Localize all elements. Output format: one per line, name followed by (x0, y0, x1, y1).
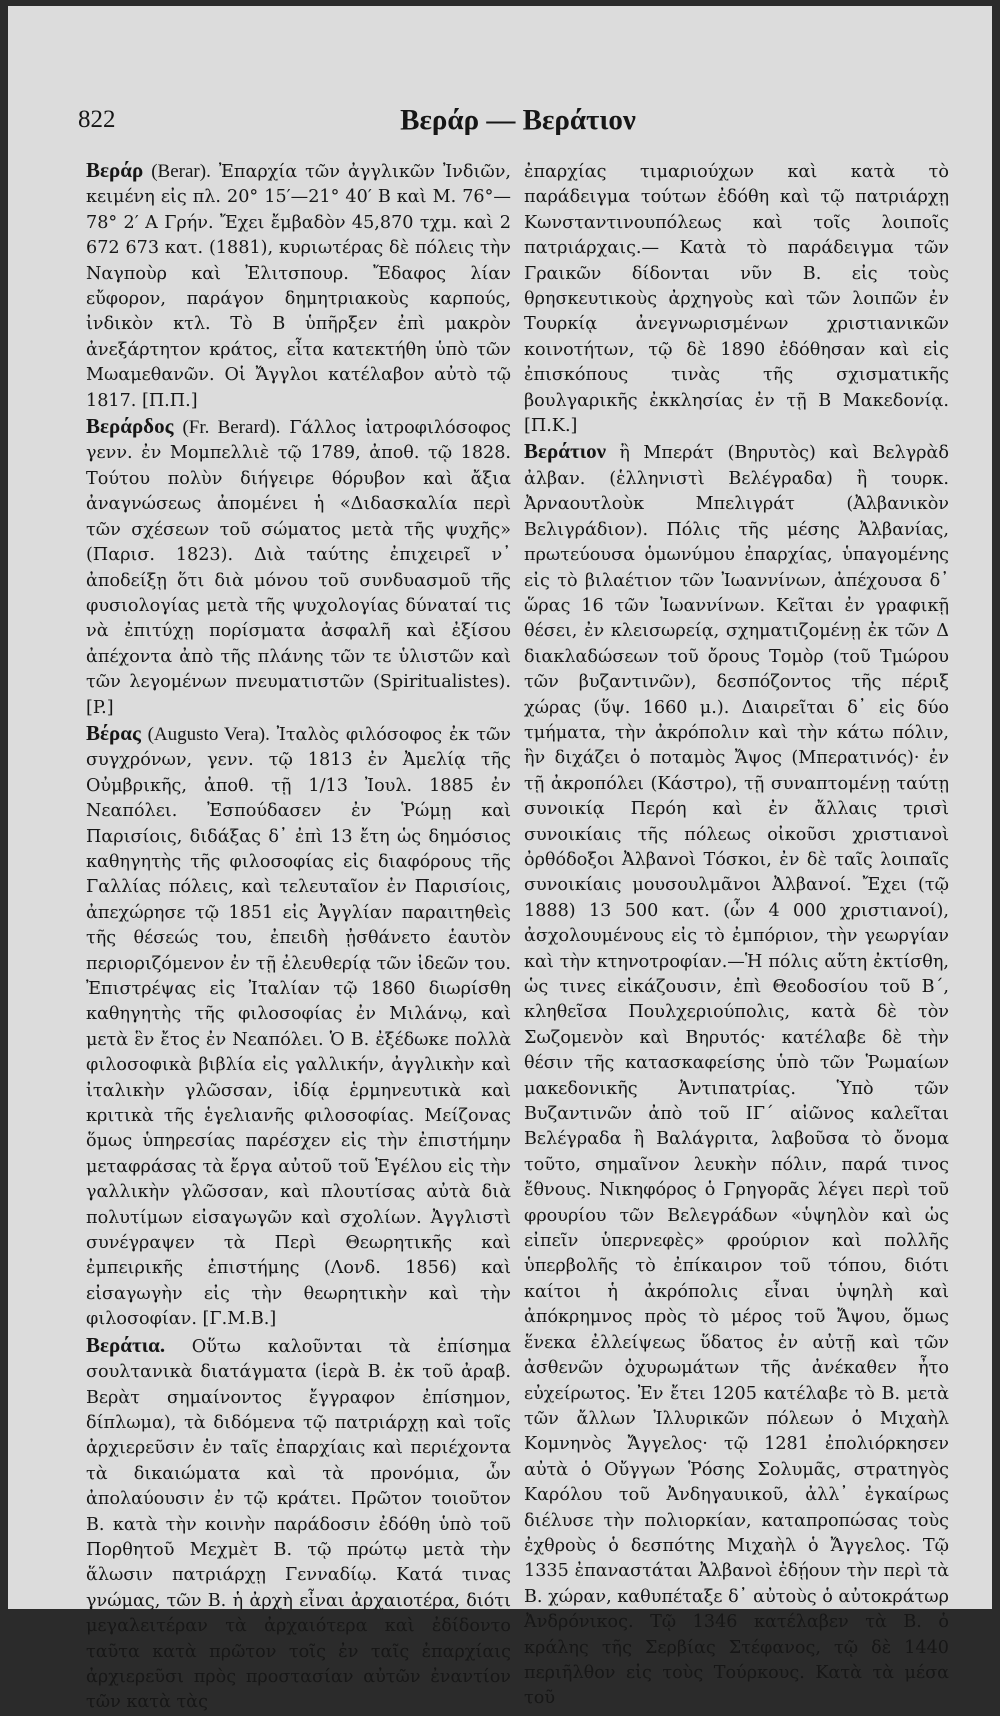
latin-name: (Fr. Berard). (182, 417, 281, 439)
entry-berardos (86, 414, 511, 721)
headword: Βέρας (86, 720, 141, 745)
running-head: Βεράρ — Βεράτιον (400, 104, 636, 136)
entry-text: Οὕτω καλοῦνται τὰ ἐπίσημα σουλτανικὰ διατάγματα (ἱερὰ Β. ἐκ τοῦ ἀραβ. Βερὰτ σημαίνοντος ἔγγραφον ἐπίσημον, δίπλωμα), τὰ διδόμενα τῷ πατριάρχῃ καὶ τοῖς ἀρχιερεῦσιν ἐν ταῖς ἐπαρχίαις καὶ περιέχοντα τὰ δικαιώματα καὶ τὰ προνόμια, ὧν ἀπολαύουσιν ἐν τῷ κράτει. Πρῶτον τοιοῦτον Β. κατὰ τὴν κοινὴν παράδοσιν ἐδόθη ὑπὸ τοῦ Πορθητοῦ Μεχμὲτ Β. τῷ πρώτῳ μετὰ τὴν ἅλωσιν πατριάρχῃ Γενναδίῳ. Κατά τινας γνώμας, τῶν Β. ἡ ἀρχὴ εἶναι ἀρχαιοτέρα, διότι μεγαλειτέραν τὰ ἀρχαιότερα καὶ ἐδίδοντο ταῦτα κατὰ πρῶτον τοῖς ἐν ταῖς ἐπαρχίαις ἀρχιερεῦσι πρὸς προστασίαν αὐτῶν ἐναντίον τῶν κατὰ τὰς (86, 1336, 511, 1713)
entry-text: ἢ Μπεράτ (Βηρυτὸς) καὶ Βελγρὰδ ἀλβαν. (ἑλληνιστὶ Βελέγραδα) ἢ τουρκ. Ἀρναουτλοὺκ Μπελιγράτ (Ἀλβανικὸν Βελιγράδιον). Πόλις τῆς μέσης Ἀλβανίας, πρωτεύουσα ὁμωνύμου ἐπαρχίας, ὑπαγομένης εἰς τὸ βιλαέτιον τῶν Ἰωαννίνων, ἀπέχουσα δ᾽ ὥρας 16 τῶν Ἰωαννίνων. Κεῖται ἐν γραφικῇ θέσει, ἐν κλεισωρείᾳ, σχηματιζομένῃ ἐκ τῶν Δ διακλαδώσεων τοῦ ὄρους Τομὸρ (τοῦ Τμώρου τῶν βυζαντινῶν), δεσπόζοντος τῆς πέριξ χώρας (ὕψ. 1660 μ.). Διαιρεῖται δ᾽ εἰς δύο τμήματα, τὴν ἀκρόπολιν καὶ τὴν κάτω πόλιν, ἣν διχάζει ὁ ποταμὸς Ἄψος (Μπερατινός)· ἐν τῇ ἀκροπόλει (Κάστρο), τῇ συναπτομένῃ ταύτῃ συνοικίᾳ Περόη καὶ ἐν ἄλλαις τρισὶ συνοικίαις τῆς πόλεως οἰκοῦσι χριστιανοὶ ὀρθόδοξοι Ἀλβανοὶ Τόσκοι, ἐν δὲ ταῖς λοιπαῖς συνοικίαις μουσουλμᾶνοι Ἀλβανοί. Ἔχει (τῷ 1888) 13 500 κατ. (ὧν 4 000 χριστιανοί), ἀσχολουμένους εἰς τὸ ἐμπόριον, τὴν γεωργίαν καὶ τὴν κτηνοτροφίαν.—Ἡ πόλις αὕτη ἐκτίσθη, ὡς τινες εἰκάζουσιν, ἐπὶ Θεοδοσίου τοῦ Β´, κληθεῖσα Πουλχεριούπολις, κατὰ δὲ τὸν Σωζομενὸν καὶ Βηρυτός· κατέλαβε δὲ τὴν θέσιν τῆς κατασκαφείσης ὑπὸ τῶν Ῥωμαίων μακεδονικῆς Ἀντιπατρίας. Ὑπὸ τῶν Βυζαντινῶν ἀπὸ τοῦ ΙΓ´ αἰῶνος καλεῖται Βελέγραδα ἢ Βαλάγριτα, λαβοῦσα τὸ ὄνομα τοῦτο, σημαῖνον λευκὴν πόλιν, παρά τινος ἔθνους. Νικηφόρος ὁ Γρηγορᾶς λέγει περὶ τοῦ φρουρίου τῶν Βελεγράδων «ὑψηλὸν καὶ ὡς εἰπεῖν ὑπερνεφὲς» φρούριον καὶ πολλῆς ὑπερβολῆς τὸ ἐπίκαιρον τοῦ τόπου, διότι καίτοι ἡ ἀκρόπολις εἶναι ὑψηλὴ καὶ ἀπόκρημνος πρὸς τὸ μέρος τοῦ Ἄψου, ὅμως ἕνεκα ἐλλείψεως ὕδατος ἐν αὐτῇ καὶ τῶν ἀσθενῶν ὀχυρωμάτων τῆς ἀνέκαθεν ἦτο εὐχείρωτος. Ἐν ἔτει 1205 κατέλαβε τὸ Β. μετὰ τῶν ἄλλων Ἰλλυρικῶν πόλεων ὁ Μιχαὴλ Κομνηνὸς Ἄγγελος· τῷ 1281 ἐπολιόρκησεν αὐτὰ ὁ Οὔγγων Ῥόσης Σολυμᾶς, στρατηγὸς Καρόλου τοῦ Ἀνδηγαυικοῦ, ἀλλ᾽ ἐγκαίρως διέλυσε τὴν πολιορκίαν, καταπροπώσας τοὺς ἐχθροὺς ὁ δεσπότης Μιχαὴλ ὁ Ἄγγελος. Τῷ 1335 ἐπαναστάται Ἀλβανοὶ ἐδῄουν τὴν περὶ τὰ Β. χώραν, καθυπέταξε δ᾽ αὐτοὺς ὁ αὐτοκράτωρ Ἀνδρόνικος. Τῷ 1346 κατέλαβεν τὰ Β. ὁ κράλης τῆς Σερβίας Στέφανος, τῷ δὲ 1440 περιῆλθον εἰς τοὺς Τούρκους. Κατὰ τὰ μέσα τοῦ (524, 443, 949, 1709)
entry-beration (524, 439, 949, 1711)
entry-text: ἐπαρχίας τιμαριούχων καὶ κατὰ τὸ παράδειγμα τούτων ἐδόθη καὶ τῷ πατριάρχῃ Κωνσταντινουπόλεως καὶ τοῖς λοιποῖς πατριάρχαις.— Κατὰ τὸ παράδειγμα τῶν Γραικῶν δίδονται νῦν Β. εἰς τοὺς θρησκευτικοὺς ἀρχηγοὺς καὶ τῶν λοιπῶν ἐν Τουρκίᾳ ἀνεγνωρισμένων χριστιανικῶν κοινοτήτων, τῷ δὲ 1890 ἐδόθησαν καὶ εἰς ἐπισκόπους τινὰς τῆς σχισματικῆς βουλγαρικῆς ἐκκλησίας ἐν τῇ Β Μακεδονίᾳ. [Π.Κ.] (524, 162, 949, 437)
page-header (78, 106, 958, 142)
book-page (8, 6, 992, 1713)
left-column (86, 158, 511, 1713)
entry-beratia-continued (524, 158, 949, 439)
headword: Βεράρδος (86, 414, 174, 439)
entry-text: Ἰταλὸς φιλόσοφος ἐκ τῶν συγχρόνων, γενν. τῷ 1813 ἐν Ἀμελίᾳ τῆς Οὐμβρικῆς, ἀποθ. τῇ 1/13 Ἰουλ. 1885 ἐν Νεαπόλει. Ἐσπούδασεν ἐν Ῥώμῃ καὶ Παρισίοις, διδάξας δ᾽ ἐπὶ 13 ἔτη ὡς δημόσιος καθηγητὴς τῆς φιλοσοφίας εἰς διαφόρους τῆς Γαλλίας πόλεις, καὶ τελευταῖον ἐν Παρισίοις, ἀπεχώρησε τῷ 1851 εἰς Ἀγγλίαν παραιτηθεὶς τῆς θέσεώς του, ἐπειδὴ ᾐσθάνετο ἑαυτὸν περιοριζόμενον ἐν τῇ ἐλευθερίᾳ τῶν ἰδεῶν του. Ἐπιστρέψας εἰς Ἰταλίαν τῷ 1860 διωρίσθη καθηγητὴς τῆς φιλοσοφίας ἐν Μιλάνῳ, καὶ μετὰ ἓν ἔτος ἐν Νεαπόλει. Ὁ Β. ἐξέδωκε πολλὰ φιλοσοφικὰ βιβλία εἰς γαλλικήν, ἀγγλικὴν καὶ ἰταλικὴν γλῶσσαν, ἰδίᾳ ἑρμηνευτικὰ καὶ κριτικὰ τῆς ἑγελιανῆς φιλοσοφίας. Μείζονας ὅμως ὑπηρεσίας παρέσχεν εἰς τὴν ἐπιστήμην μεταφράσας τὰ ἔργα αὐτοῦ τοῦ Ἑγέλου εἰς τὴν γαλλικὴν γλῶσσαν, καὶ πλουτίσας αὐτὰ διὰ πολυτίμων εἰσαγωγῶν καὶ σχολίων. Ἀγγλιστὶ συνέγραψεν τὰ Περὶ Θεωρητικῆς καὶ ἐμπειρικῆς ἐπιστήμης (Λονδ. 1856) καὶ εἰσαγωγὴν εἰς τὴν θεωρητικὴν καὶ τὴν φιλοσοφίαν. [Γ.Μ.Β.] (86, 724, 511, 1330)
entry-berar (86, 158, 511, 414)
headword: Βεράρ (86, 158, 144, 182)
headword: Βεράτιον (524, 439, 607, 464)
page-number: 822 (78, 106, 116, 133)
latin-name: (Augusto Vera). (147, 723, 270, 745)
entry-beratia (86, 1333, 511, 1716)
entry-text: Ἐπαρχία τῶν ἀγγλικῶν Ἰνδιῶν, κειμένη εἰς πλ. 20° 15′—21° 40′ Β καὶ Μ. 76°—78° 2′ Α Γρήν. Ἔχει ἔμβαδὸν 45,870 τχμ. καὶ 2 672 673 κατ. (1881), κυριωτέρας δὲ πόλεις τὴν Ναγποὺρ καὶ Ἐλιτσπουρ. Ἔδαφος λίαν εὔφορον, παράγον δημητριακοὺς καρπούς, ἰνδικὸν κτλ. Τὸ Β ὑπῆρξεν ἐπὶ μακρὸν ἀνεξάρτητον κράτος, εἶτα κατεκτήθη ὑπὸ τῶν Μωαμεθανῶν. Οἱ Ἄγγλοι κατέλαβον αὐτὸ τῷ 1817. [Π.Π.] (86, 162, 511, 411)
entry-text: Γάλλος ἰατροφιλόσοφος γενν. ἐν Μομπελλιὲ τῷ 1789, ἀποθ. τῷ 1828. Τούτου πολὺν διήγειρε θόρυβον καὶ ἄξια ἀναγνώσεως ἀπομένει ἡ «Διδασκαλία περὶ τῶν σχέσεων τοῦ σώματος μετὰ τῆς ψυχῆς» (Παρισ. 1823). Διὰ ταύτης ἐπιχειρεῖ ν᾽ ἀποδείξῃ ὅτι διὰ μόνου τοῦ συνδυασμοῦ τῆς φυσιολογίας μετὰ τῆς ψυχολογίας δύναταί τις νὰ ἐπιτύχῃ πορίσματα ἀσφαλῆ καὶ ἐξίσου ἀπέχοντα ἀπὸ τῆς πλάνης τῶν τε ὑλιστῶν καὶ τῶν λεγομένων πνευματιστῶν (Spiritualistes). [P.] (86, 418, 511, 718)
entry-veras (86, 721, 511, 1333)
latin-name: (Berar). (151, 161, 211, 182)
right-column (524, 158, 949, 1709)
headword: Βεράτια. (86, 1332, 166, 1357)
